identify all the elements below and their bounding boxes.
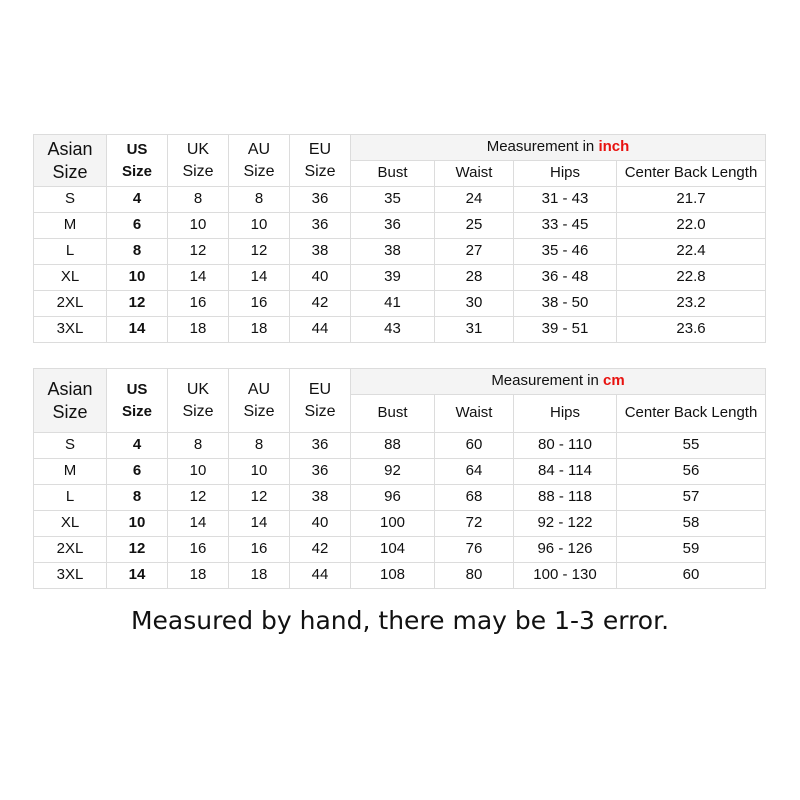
eu-size-cell: 36 [290,187,351,213]
asian-size-cell: M [34,213,107,239]
hips-header: Hips [514,161,617,187]
table-row [34,317,766,343]
us-size-cell: 4 [107,187,168,213]
uk-size-cell: 10 [168,459,229,485]
hips-cell: 92 - 122 [514,511,617,537]
center-back-length-cell: 56 [617,459,766,485]
bust-cell: 38 [351,239,435,265]
us-size-cell: 10 [107,265,168,291]
hips-cell: 88 - 118 [514,485,617,511]
us-size-cell: 12 [107,537,168,563]
hips-cell: 31 - 43 [514,187,617,213]
eu-size-cell: 38 [290,485,351,511]
eu-size-cell: 40 [290,511,351,537]
hips-cell: 33 - 45 [514,213,617,239]
waist-header: Waist [435,395,514,433]
asian-size-cell: 2XL [34,291,107,317]
hips-cell: 100 - 130 [514,563,617,589]
eu-size-cell: 36 [290,213,351,239]
au-size-cell: 14 [229,265,290,291]
us-size-cell: 6 [107,459,168,485]
asian-size-cell: M [34,459,107,485]
measurement-unit-header: Measurement in cm [351,369,766,395]
measurement-note: Measured by hand, there may be 1-3 error. [130,606,670,635]
asian-size-cell: 2XL [34,537,107,563]
au-size-cell: 10 [229,459,290,485]
table-row [34,433,766,459]
uk-size-cell: 12 [168,485,229,511]
waist-cell: 27 [435,239,514,265]
au-size-cell: 8 [229,433,290,459]
uk-size-cell: 12 [168,239,229,265]
bust-cell: 35 [351,187,435,213]
uk-size-header: UK Size [168,369,229,433]
bust-cell: 104 [351,537,435,563]
eu-size-cell: 38 [290,239,351,265]
asian-size-cell: S [34,187,107,213]
hips-cell: 38 - 50 [514,291,617,317]
asian-size-cell: L [34,239,107,265]
table-row [34,213,766,239]
hips-cell: 80 - 110 [514,433,617,459]
table-row [34,485,766,511]
asian-size-cell: XL [34,511,107,537]
eu-size-header: EU Size [290,135,351,187]
bust-cell: 96 [351,485,435,511]
uk-size-cell: 16 [168,291,229,317]
measurement-unit-header: Measurement in inch [351,135,766,161]
au-size-cell: 18 [229,317,290,343]
size-table-inch [33,134,766,343]
uk-size-cell: 14 [168,265,229,291]
table-row [34,459,766,485]
us-size-header: US Size [107,369,168,433]
hips-cell: 36 - 48 [514,265,617,291]
au-size-cell: 10 [229,213,290,239]
au-size-cell: 18 [229,563,290,589]
us-size-cell: 6 [107,213,168,239]
center-back-length-cell: 57 [617,485,766,511]
asian-size-cell: 3XL [34,317,107,343]
waist-cell: 64 [435,459,514,485]
waist-cell: 80 [435,563,514,589]
unit-label: cm [603,372,625,390]
bust-cell: 43 [351,317,435,343]
center-back-length-header: Center Back Length [617,161,766,187]
center-back-length-cell: 21.7 [617,187,766,213]
au-size-cell: 12 [229,485,290,511]
waist-cell: 28 [435,265,514,291]
uk-size-cell: 10 [168,213,229,239]
asian-size-cell: S [34,433,107,459]
waist-cell: 72 [435,511,514,537]
unit-label: inch [598,138,630,156]
bust-cell: 92 [351,459,435,485]
inch-table-body [34,187,766,343]
bust-cell: 41 [351,291,435,317]
asian-size-cell: L [34,485,107,511]
asian-size-cell: XL [34,265,107,291]
au-size-header: AU Size [229,369,290,433]
hips-header: Hips [514,395,617,433]
bust-cell: 36 [351,213,435,239]
us-size-cell: 10 [107,511,168,537]
bust-cell: 88 [351,433,435,459]
bust-header: Bust [351,161,435,187]
table-row [34,187,766,213]
center-back-length-cell: 22.0 [617,213,766,239]
eu-size-cell: 40 [290,265,351,291]
eu-size-cell: 44 [290,317,351,343]
size-table-cm [33,368,766,589]
bust-header: Bust [351,395,435,433]
cm-table-body [34,433,766,589]
center-back-length-cell: 22.4 [617,239,766,265]
center-back-length-cell: 22.8 [617,265,766,291]
uk-size-cell: 14 [168,511,229,537]
table-row [34,291,766,317]
au-size-header: AU Size [229,135,290,187]
eu-size-cell: 36 [290,433,351,459]
hips-cell: 84 - 114 [514,459,617,485]
waist-cell: 30 [435,291,514,317]
center-back-length-cell: 23.2 [617,291,766,317]
waist-cell: 60 [435,433,514,459]
au-size-cell: 16 [229,537,290,563]
waist-cell: 25 [435,213,514,239]
table-row [34,537,766,563]
au-size-cell: 14 [229,511,290,537]
waist-cell: 76 [435,537,514,563]
us-size-cell: 8 [107,485,168,511]
au-size-cell: 16 [229,291,290,317]
eu-size-cell: 44 [290,563,351,589]
center-back-length-cell: 23.6 [617,317,766,343]
table-row [34,265,766,291]
hips-cell: 39 - 51 [514,317,617,343]
asian-size-header: Asian Size [34,369,107,433]
center-back-length-cell: 60 [617,563,766,589]
waist-cell: 24 [435,187,514,213]
waist-header: Waist [435,161,514,187]
eu-size-cell: 36 [290,459,351,485]
eu-size-cell: 42 [290,537,351,563]
uk-size-cell: 18 [168,317,229,343]
uk-size-cell: 18 [168,563,229,589]
hips-cell: 35 - 46 [514,239,617,265]
table-row [34,239,766,265]
uk-size-cell: 16 [168,537,229,563]
center-back-length-cell: 55 [617,433,766,459]
bust-cell: 108 [351,563,435,589]
bust-cell: 39 [351,265,435,291]
center-back-length-cell: 58 [617,511,766,537]
au-size-cell: 8 [229,187,290,213]
us-size-header: US Size [107,135,168,187]
center-back-length-header: Center Back Length [617,395,766,433]
table-row [34,563,766,589]
au-size-cell: 12 [229,239,290,265]
center-back-length-cell: 59 [617,537,766,563]
table-row [34,511,766,537]
uk-size-header: UK Size [168,135,229,187]
uk-size-cell: 8 [168,433,229,459]
us-size-cell: 14 [107,563,168,589]
eu-size-cell: 42 [290,291,351,317]
us-size-cell: 12 [107,291,168,317]
uk-size-cell: 8 [168,187,229,213]
waist-cell: 68 [435,485,514,511]
asian-size-header: Asian Size [34,135,107,187]
us-size-cell: 14 [107,317,168,343]
us-size-cell: 4 [107,433,168,459]
bust-cell: 100 [351,511,435,537]
asian-size-cell: 3XL [34,563,107,589]
waist-cell: 31 [435,317,514,343]
us-size-cell: 8 [107,239,168,265]
hips-cell: 96 - 126 [514,537,617,563]
eu-size-header: EU Size [290,369,351,433]
